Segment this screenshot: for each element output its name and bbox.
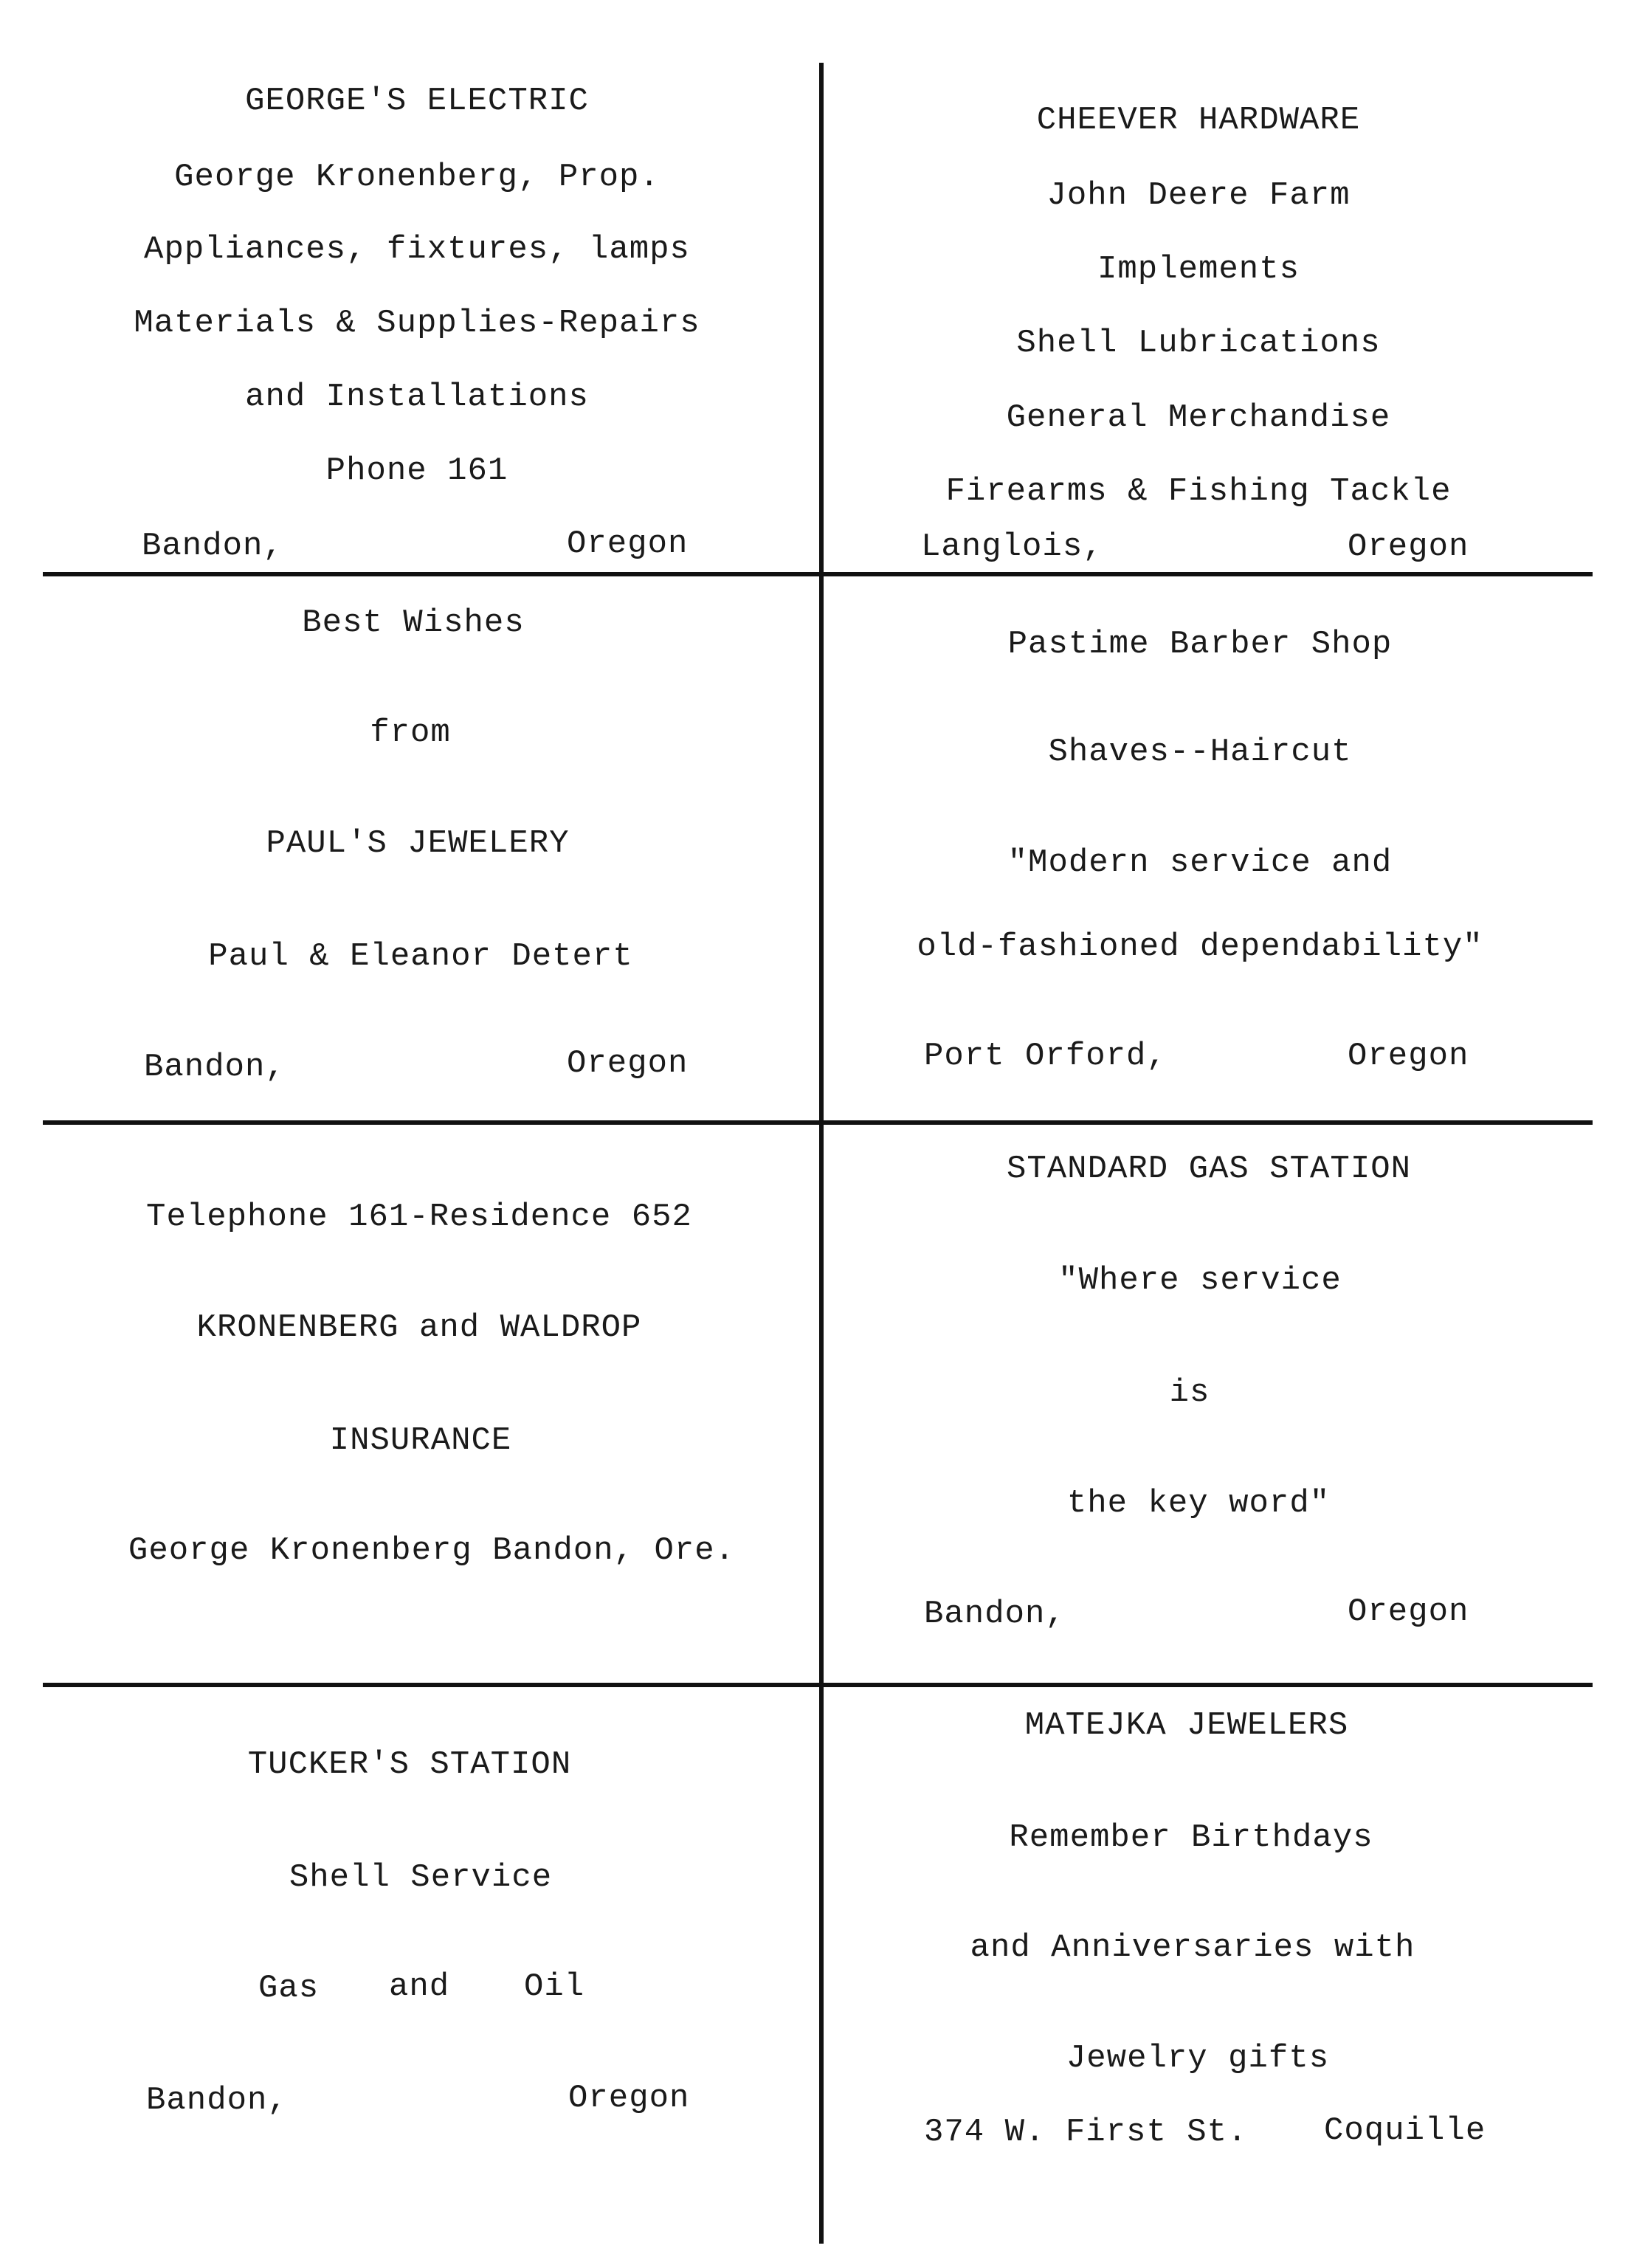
ad-text-line: Shell Lubrications (1016, 325, 1381, 362)
ad-text-line: General Merchandise (1006, 399, 1391, 436)
ad-text-line: Firearms & Fishing Tackle (945, 473, 1452, 510)
ad-text-line: and Installations (245, 379, 589, 416)
ad-kronenberg-waldrop (0, 1125, 819, 1683)
ad-state: Oregon (567, 1045, 689, 1082)
ad-city: Bandon, (144, 1049, 286, 1086)
ad-text-line: Appliances, fixtures, lamps (144, 231, 690, 268)
ad-name: GEORGE'S ELECTRIC (245, 83, 589, 120)
ad-text-line: Best Wishes (302, 604, 525, 641)
ad-phone: Telephone 161-Residence 652 (146, 1199, 692, 1235)
ad-city: Port Orford, (924, 1038, 1167, 1075)
ad-tuckers-station (0, 1687, 819, 2268)
ad-name: MATEJKA JEWELERS (1024, 1707, 1349, 1744)
ad-text-line: Jewelry gifts (1066, 2040, 1330, 2077)
ad-text-line: is (1169, 1374, 1210, 1411)
ad-text-line: Materials & Supplies-Repairs (134, 305, 700, 342)
ad-name: Pastime Barber Shop (1007, 626, 1393, 663)
ad-pastime-barber-shop (824, 576, 1628, 1120)
ad-text-oil: Oil (524, 1968, 585, 2005)
ad-text-line: and Anniversaries with (970, 1929, 1415, 1966)
ad-city: Coquille (1324, 2112, 1486, 2149)
ad-city: Bandon, (924, 1596, 1066, 1633)
ad-text-line: John Deere Farm (1046, 177, 1351, 214)
ad-city: Bandon, (142, 528, 283, 565)
ad-state: Oregon (1348, 528, 1469, 565)
ad-address: 374 W. First St. (924, 2114, 1248, 2151)
ad-city: Langlois, (921, 528, 1103, 565)
ad-state: Oregon (567, 525, 689, 562)
ad-city: Bandon, (146, 2082, 288, 2119)
ad-owners: Paul & Eleanor Detert (208, 938, 633, 975)
ad-state: Oregon (1348, 1593, 1469, 1630)
ad-text-line: "Modern service and (1007, 844, 1393, 881)
ad-text-line: old-fashioned dependability" (917, 928, 1483, 965)
ad-matejka-jewelers (824, 1687, 1628, 2268)
ad-text-line: Shell Service (289, 1859, 553, 1896)
ad-text-line: Shaves--Haircut (1048, 734, 1352, 771)
ad-cheever-hardware (824, 0, 1628, 572)
ad-text-line: Implements (1097, 251, 1300, 288)
ad-name: KRONENBERG and WALDROP (196, 1309, 642, 1346)
ad-text-line: George Kronenberg Bandon, Ore. (128, 1532, 736, 1569)
ad-owner: George Kronenberg, Prop. (174, 159, 660, 196)
ad-name: CHEEVER HARDWARE (1036, 102, 1361, 139)
ad-text-line: the key word" (1066, 1485, 1331, 1522)
ad-state: Oregon (1348, 1038, 1469, 1075)
ad-text-line: "Where service (1058, 1262, 1342, 1299)
ad-text-line: Remember Birthdays (1009, 1819, 1373, 1856)
ad-phone: Phone 161 (325, 452, 508, 489)
ad-text-line: INSURANCE (329, 1422, 512, 1459)
ad-text-gas: Gas (258, 1970, 320, 2007)
ad-text-and: and (389, 1968, 450, 2005)
ad-standard-gas-station (824, 1125, 1628, 1683)
ad-name: TUCKER'S STATION (247, 1746, 572, 1783)
ad-state: Oregon (568, 2080, 690, 2117)
ad-name: PAUL'S JEWELERY (266, 825, 570, 862)
ad-name: STANDARD GAS STATION (1006, 1151, 1412, 1188)
ad-georges-electric (0, 0, 819, 572)
ad-text-line: from (370, 714, 451, 751)
ad-pauls-jewelery (0, 576, 819, 1120)
